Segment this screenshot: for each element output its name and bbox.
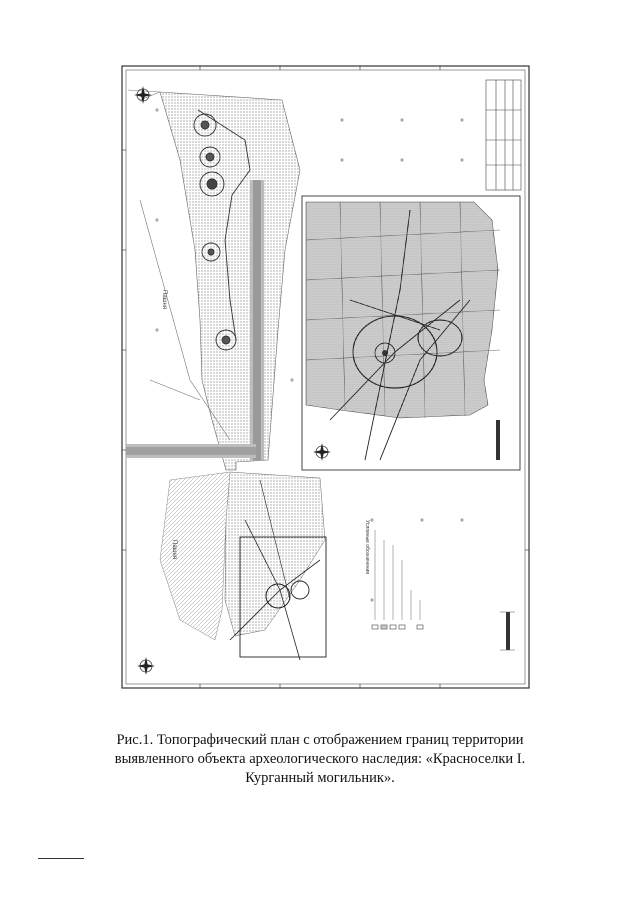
caption-line: выявленного объекта археологического наследия: «Красноселки I. <box>114 751 526 767</box>
north-arrow-icon <box>137 657 155 675</box>
main-territory-area <box>160 92 300 470</box>
caption-line: Рис.1. Топографический план с отображением границ территории <box>116 732 524 748</box>
scale-bar <box>506 612 510 650</box>
footnote-separator <box>38 858 84 859</box>
north-arrow-icon <box>134 86 152 104</box>
inset-detail-map <box>302 196 520 470</box>
legend-title: Условные обозначения <box>364 520 370 575</box>
title-block <box>486 80 521 190</box>
main-map-label: Пашня <box>161 290 167 310</box>
caption-line: Курганный могильник». <box>245 770 395 786</box>
lower-map-label: Пашня <box>171 540 177 560</box>
legend <box>364 520 423 629</box>
inset-scale-bar <box>496 420 500 460</box>
figure-caption <box>95 731 545 788</box>
